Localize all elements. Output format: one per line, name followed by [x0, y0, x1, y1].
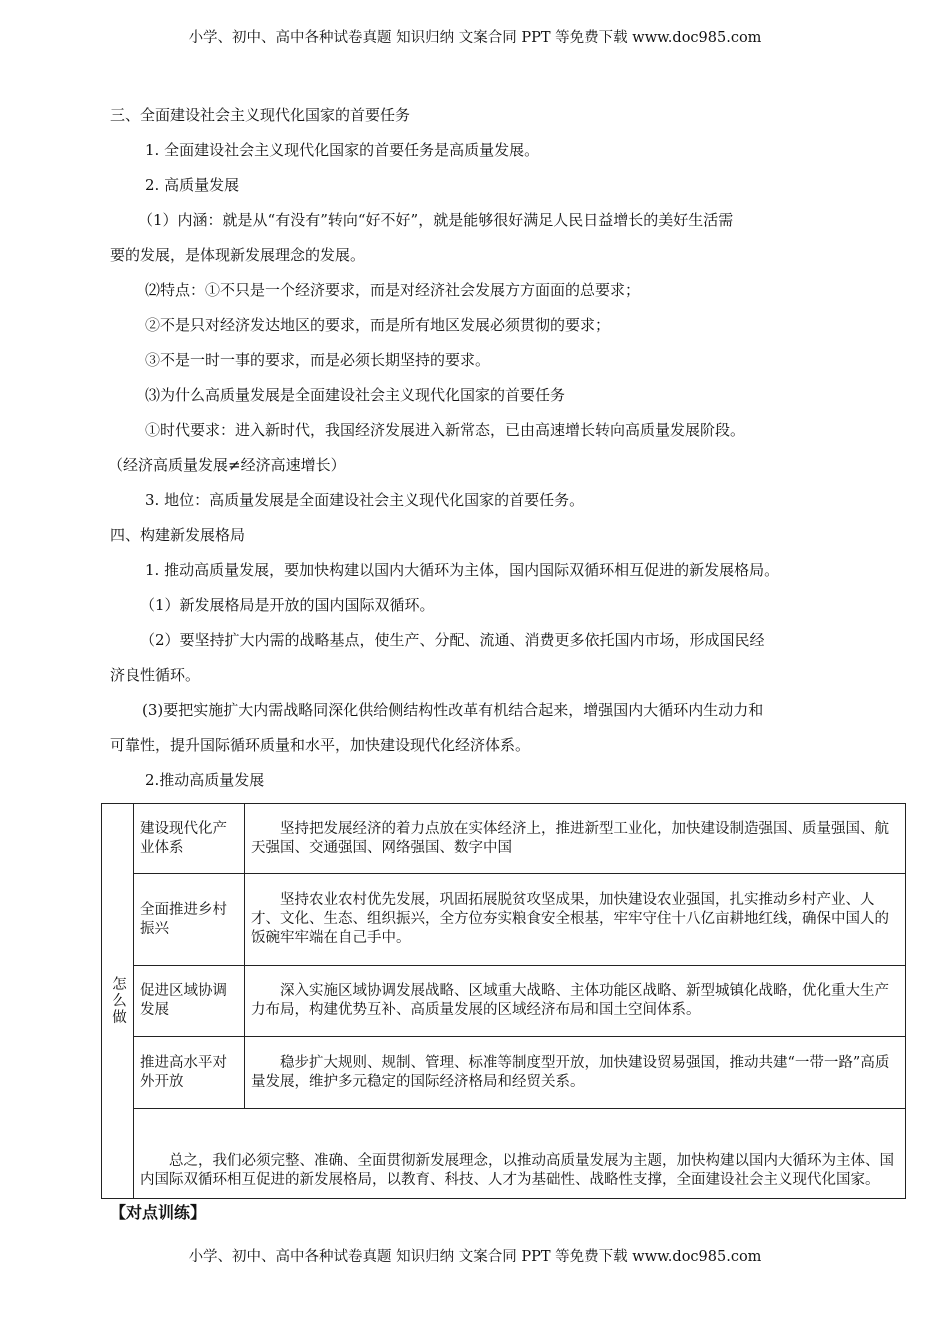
paragraph: （1）内涵：就是从“有没有”转向“好不好”，就是能够很好满足人民日益增长的美好生活需	[138, 211, 734, 229]
page-header: 小学、初中、高中各种试卷真题 知识归纳 文案合同 PPT 等免费下载 www.doc985.com	[188, 30, 762, 46]
row-content: 稳步扩大规则、规制、管理、标准等制度型开放，加快建设贸易强国，推动共建“一带一路”高质量发展，维护多元稳定的国际经济格局和经贸关系。	[245, 1037, 906, 1109]
row-content: 坚持把发展经济的着力点放在实体经济上，推进新型工业化，加快建设制造强国、质量强国、航天强国、交通强国、网络强国、数字中国	[245, 804, 906, 874]
measures-table	[101, 803, 906, 1199]
table-row	[102, 874, 906, 966]
paragraph: ⑵特点：①不只是一个经济要求，而是对经济社会发展方方面面的总要求；	[145, 281, 641, 299]
paragraph: 1. 推动高质量发展，要加快构建以国内大循环为主体，国内国际双循环相互促进的新发展格局。	[145, 561, 780, 579]
page-footer: 小学、初中、高中各种试卷真题 知识归纳 文案合同 PPT 等免费下载 www.doc985.com	[188, 1249, 762, 1265]
row-label: 建设现代化产业体系	[134, 804, 245, 874]
paragraph: 济良性循环。	[110, 666, 201, 684]
paragraph: 可靠性，提升国际循环质量和水平，加快建设现代化经济体系。	[110, 736, 531, 754]
row-label: 促进区域协调发展	[134, 966, 245, 1037]
table-row	[102, 1109, 906, 1199]
section-heading: 三、全面建设社会主义现代化国家的首要任务	[110, 106, 411, 124]
table-row	[102, 966, 906, 1037]
paragraph: 3. 地位：高质量发展是全面建设社会主义现代化国家的首要任务。	[145, 491, 585, 509]
section-heading: 四、构建新发展格局	[110, 526, 246, 544]
paragraph: （经济高质量发展≠经济高速增长）	[108, 456, 346, 474]
paragraph: （1）新发展格局是开放的国内国际双循环。	[140, 596, 435, 614]
paragraph: ③不是一时一事的要求，而是必须长期坚持的要求。	[145, 351, 491, 369]
subheading: 2. 高质量发展	[145, 176, 240, 194]
paragraph: （2）要坚持扩大内需的战略基点，使生产、分配、流通、消费更多依托国内市场，形成国民经	[140, 631, 765, 649]
paragraph: (3)要把实施扩大内需战略同深化供给侧结构性改革有机结合起来，增强国内大循环内生动力和	[142, 701, 764, 719]
paragraph: ②不是只对经济发达地区的要求，而是所有地区发展必须贯彻的要求；	[145, 316, 611, 334]
side-label: 怎么做	[102, 804, 134, 1199]
row-content: 深入实施区域协调发展战略、区域重大战略、主体功能区战略、新型城镇化战略，优化重大生产力布局，构建优势互补、高质量发展的区域经济布局和国土空间体系。	[245, 966, 906, 1037]
table-row	[102, 1037, 906, 1109]
row-label: 全面推进乡村振兴	[134, 874, 245, 966]
paragraph: ⑶为什么高质量发展是全面建设社会主义现代化国家的首要任务	[145, 386, 566, 404]
row-content: 坚持农业农村优先发展，巩固拓展脱贫攻坚成果，加快建设农业强国，扎实推动乡村产业、人才、文化、生态、组织振兴，全方位夯实粮食安全根基，牢牢守住十八亿亩耕地红线，确保中国人的饭碗牢牢端在自己手中。	[245, 874, 906, 966]
paragraph: 1. 全面建设社会主义现代化国家的首要任务是高质量发展。	[145, 141, 540, 159]
row-label: 推进高水平对外开放	[134, 1037, 245, 1109]
paragraph: ①时代要求：进入新时代，我国经济发展进入新常态，已由高速增长转向高质量发展阶段。	[145, 421, 746, 439]
subheading: 2.推动高质量发展	[145, 771, 265, 789]
summary-cell: 总之，我们必须完整、准确、全面贯彻新发展理念，以推动高质量发展为主题，加快构建以国内大循环为主体、国内国际双循环相互促进的新发展格局，以教育、科技、人才为基础性、战略性支撑，全面建设社会主义现代化国家。	[134, 1109, 906, 1199]
paragraph: 要的发展，是体现新发展理念的发展。	[110, 246, 366, 264]
table-row	[102, 804, 906, 874]
practice-heading: 【对点训练】	[110, 1203, 207, 1222]
